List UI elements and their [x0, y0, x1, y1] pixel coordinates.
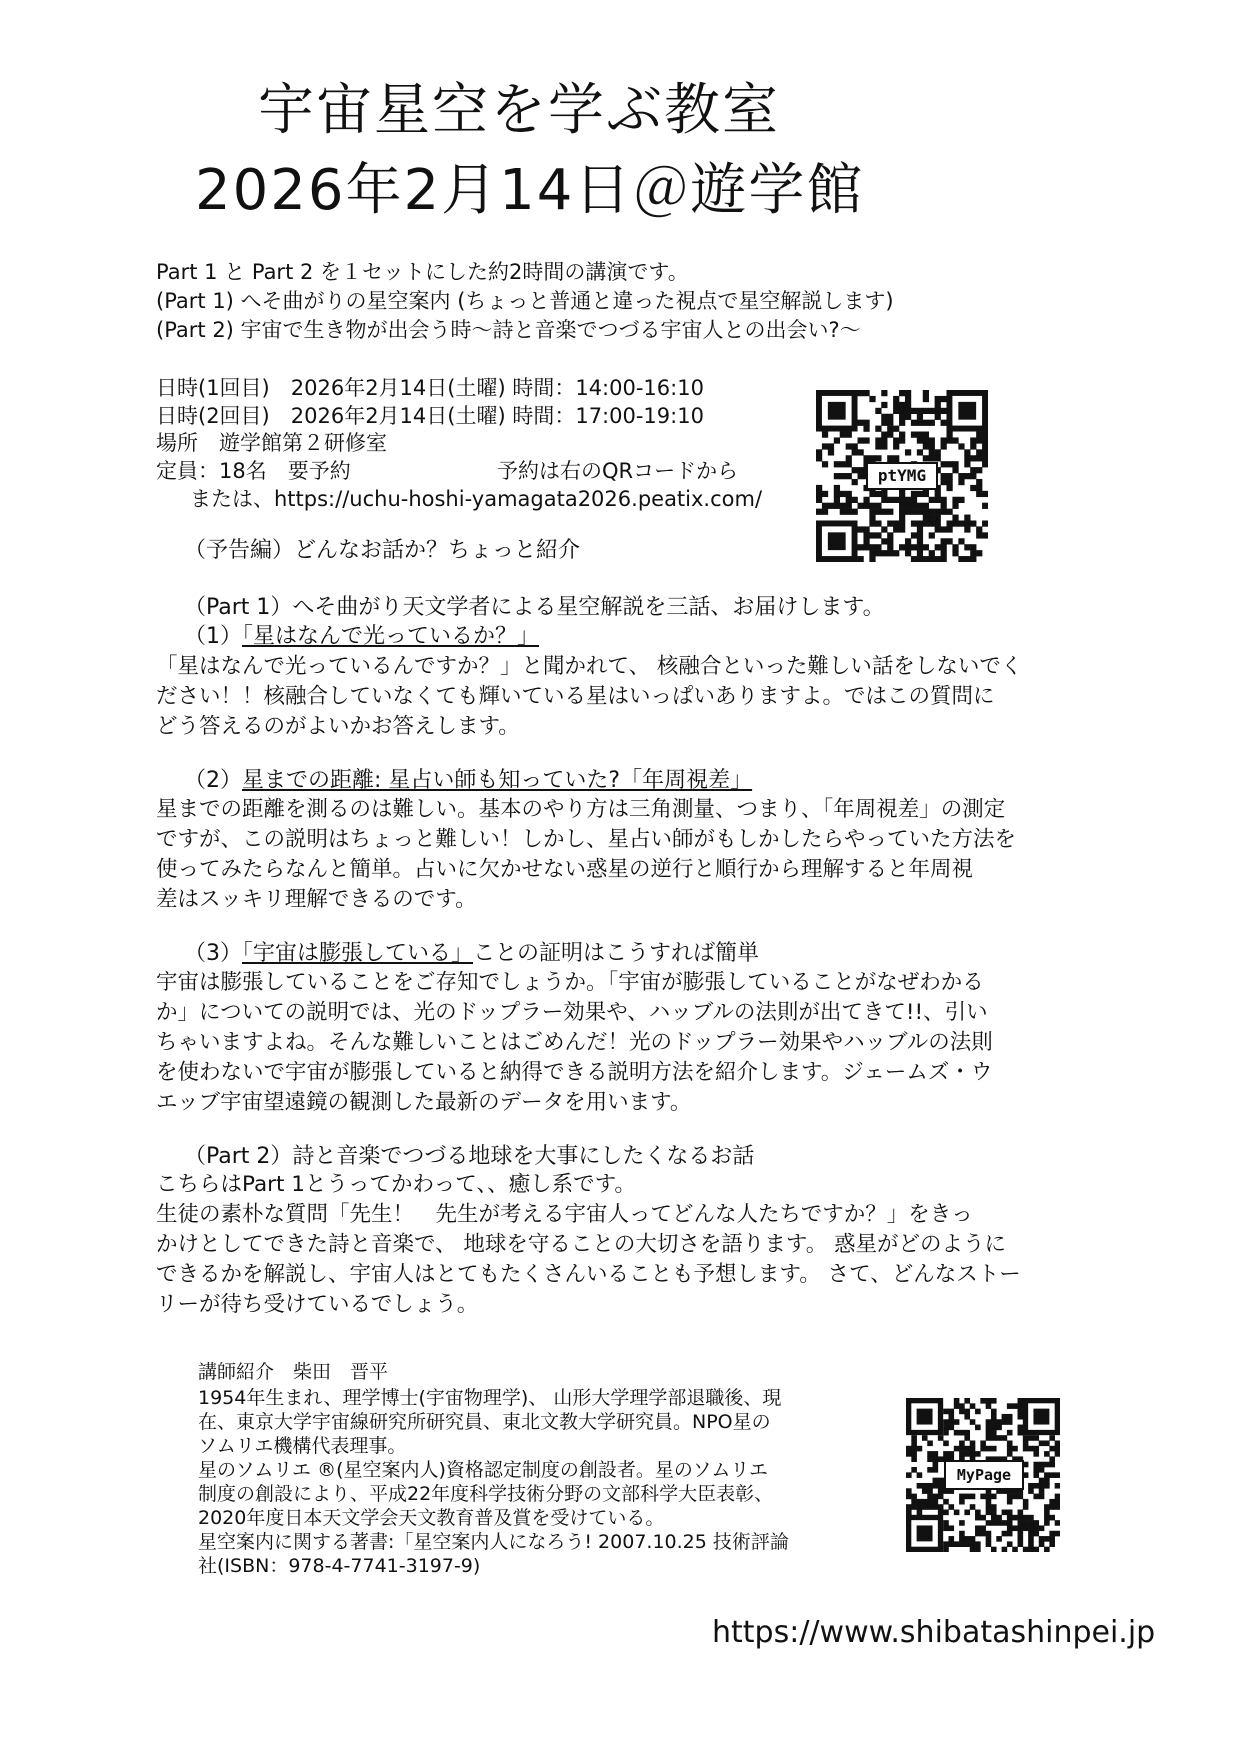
part2-heading: （Part 2）詩と音楽でつづる地球を大事にしたくなるお話 — [184, 1144, 755, 1169]
topic3-body-line-5: エッブ宇宙望遠鏡の観測した最新のデータを用います。 — [156, 1090, 692, 1115]
session-1-datetime: 日時(1回目) 2026年2月14日(土曜) 時間：14:00-16:10 — [156, 376, 704, 400]
qr-top-label: ptYMG — [866, 462, 938, 490]
part2-body-line-3: かけとしてできた詩と音楽で、 地球を守ることの大切さを語ります。 惑星がどのように — [156, 1232, 1007, 1257]
topic2-title-text: 星までの距離: 星占い師も知っていた?「年周視差」 — [242, 768, 753, 793]
lecturer-heading: 講師紹介 柴田 晋平 — [198, 1361, 389, 1383]
website-url[interactable]: https://www.shibatashinpei.jp — [712, 1615, 1156, 1650]
bio-line-7: 星空案内に関する著書:「星空案内人になろう! 2007.10.25 技術評論 — [198, 1531, 789, 1553]
topic3-title — [184, 939, 759, 969]
session-2-datetime: 日時(2回目) 2026年2月14日(土曜) 時間：17:00-19:10 — [156, 404, 704, 428]
topic2-body-line-2: ですが、この説明はちょっと難しい！しかし、星占い師がもしかしたらやっていた方法を — [156, 827, 1017, 852]
part2-body-line-2: 生徒の素朴な質問「先生！ 先生が考える宇宙人ってどんな人たちですか？」をきっ — [156, 1202, 973, 1227]
topic1-body-line-3: どう答えるのがよいかお答えします。 — [156, 714, 520, 739]
topic3-body-line-4: を使わないで宇宙が膨張していると納得できる説明方法を紹介します。ジェームズ・ウ — [156, 1060, 993, 1085]
part2-body-line-5: リーが待ち受けているでしょう。 — [156, 1292, 479, 1317]
topic1-title-text: 「星はなんで光っているか？」 — [242, 624, 540, 649]
part2-body-line-4: できるかを解説し、宇宙人はとてもたくさんいることも予想します。 さて、どんなストー — [156, 1262, 1021, 1287]
preview-heading: （予告編）どんなお話か？ちょっと紹介 — [184, 538, 581, 563]
bio-line-1: 1954年生まれ、理学博士(宇宙物理学)、 山形大学理学部退職後、現 — [198, 1387, 782, 1409]
topic1-body-line-2: ださい！！核融合していなくても輝いている星はいっぱいありますよ。ではこの質問に — [156, 684, 995, 709]
topic3-body-line-1: 宇宙は膨張していることをご存知でしょうか。「宇宙が膨張していることがなぜわかる — [156, 970, 984, 995]
topic3-number: （3） — [184, 941, 242, 966]
mypage-qr-code[interactable] — [906, 1398, 1060, 1552]
topic1-body-line-1: 「星はなんで光っているんですか？」と聞かれて、 核融合といった難しい話をしないでく — [156, 654, 1023, 679]
bio-line-4: 星のソムリエ ®(星空案内人)資格認定制度の創設者。星のソムリエ — [198, 1459, 768, 1481]
page-title-line2: 2026年2月14日＠遊学館 — [195, 158, 865, 223]
bio-line-6: 2020年度日本天文学会天文教育普及賞を受けている。 — [198, 1507, 665, 1529]
topic2-title — [184, 766, 752, 796]
bio-line-8: 社(ISBN：978-4-7741-3197-9) — [198, 1555, 481, 1577]
topic3-title-rest: ことの証明はこうすれば簡単 — [473, 941, 760, 966]
topic2-number: （2） — [184, 768, 242, 793]
topic1-number: （1） — [184, 624, 242, 649]
venue: 場所 遊学館第２研修室 — [156, 431, 387, 455]
bio-line-5: 制度の創設により、平成22年度科学技術分野の文部科学大臣表彰、 — [198, 1483, 774, 1505]
qr-bottom-label: MyPage — [944, 1460, 1024, 1490]
intro-line-3: (Part 2) 宇宙で生き物が出会う時〜詩と音楽でつづる宇宙人との出会い?〜 — [156, 318, 861, 342]
part2-body-line-1: こちらはPart 1とうってかわって、、癒し系です。 — [156, 1172, 636, 1197]
intro-line-2: (Part 1) へそ曲がりの星空案内 (ちょっと普通と違った視点で星空解説します) — [156, 289, 894, 313]
topic2-body-line-1: 星までの距離を測るのは難しい。基本のやり方は三角測量、つまり、「年周視差」の測定 — [156, 797, 1006, 822]
topic1-title — [184, 622, 539, 652]
intro-line-1: Part 1 と Part 2 を１セットにした約2時間の講演です。 — [156, 260, 689, 284]
topic2-body-line-4: 差はスッキリ理解できるのです。 — [156, 887, 477, 912]
topic3-body-line-2: か」についての説明では、光のドップラー効果や、ハッブルの法則が出てきて!!、引い — [156, 1000, 988, 1025]
reservation-qr-code[interactable] — [816, 390, 988, 562]
bio-line-3: ソムリエ機構代表理事。 — [198, 1435, 407, 1457]
topic2-body-line-3: 使ってみたらなんと簡単。占いに欠かせない惑星の逆行と順行から理解すると年周視 — [156, 857, 974, 882]
reservation-url[interactable]: または、https://uchu-hoshi-yamagata2026.peatix.com/ — [190, 487, 763, 511]
capacity: 定員：18名 要予約 — [156, 459, 351, 483]
bio-line-2: 在、東京大学宇宙線研究所研究員、東北文教大学研究員。NPO星の — [198, 1411, 771, 1433]
part1-heading: （Part 1）へそ曲がり天文学者による星空解説を三話、お届けします。 — [184, 595, 885, 620]
topic3-body-line-3: ちゃいますよね。そんな難しいことはごめんだ！光のドップラー効果やハッブルの法則 — [156, 1030, 993, 1055]
reservation-note: 予約は右のQRコードから — [497, 459, 739, 483]
topic3-title-text: 「宇宙は膨張している」 — [242, 941, 474, 966]
page-title-line1: 宇宙星空を学ぶ教室 — [258, 78, 780, 143]
